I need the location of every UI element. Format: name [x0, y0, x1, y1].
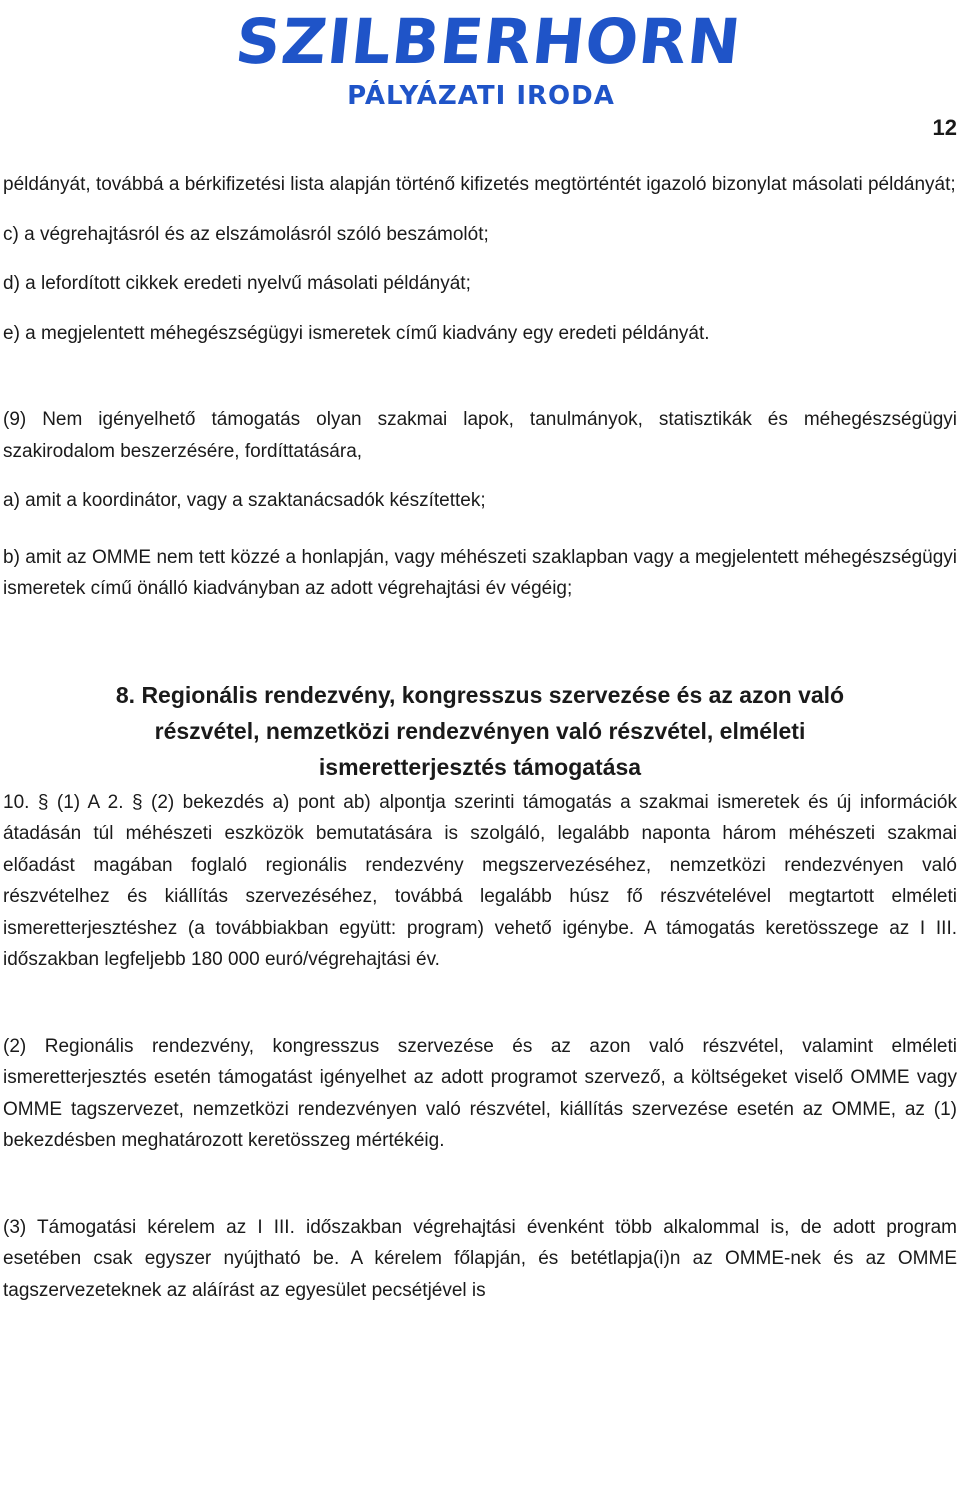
paragraph-10-2: (2) Regionális rendezvény, kongresszus szervezése és az azon való részvétel, valamint elméleti ismeretterjesztés esetén támogatást igényelhet az adott programot szervező, a költségeket viselő OMME vagy OMME tagszervezet, nemzetközi rendezvényen való részvétel, kiállítás szervezése esetén az OMME, az (1) bekezdésben meghatározott keretösszeg mértékéig. [3, 1035, 957, 1151]
list-item-a: a) amit a koordinátor, vagy a szaktanácsadók készítettek; [3, 490, 486, 511]
paragraph-continuation: példányát, továbbá a bérkifizetési lista alapján történő kifizetés megtörténtét igazoló bizonylat másolati példányát; [3, 174, 956, 195]
list-item-e: e) a megjelentett méhegészségügyi ismeretek című kiadvány egy eredeti példányát. [3, 322, 710, 344]
list-item-b: b) amit az OMME nem tett közzé a honlapján, vagy méhészeti szaklapban vagy a megjelentett méhegészségügyi ismeretek című önálló kiadványban az adott végrehajtási év végéig; [3, 546, 957, 599]
section-heading: 8. Regionális rendezvény, kongresszus szervezése és az azon való részvétel, nemzetközi rendezvényen való részvétel, elméleti ismeretterjesztés támogatása [115, 681, 845, 780]
list-item-c: c) a végrehajtásról és az elszámolásról szóló beszámolót; [3, 223, 489, 245]
paragraph-10-1: 10. § (1) A 2. § (2) bekezdés a) pont ab) alpontja szerinti támogatás a szakmai ismeretek és új információk átadásán túl méhészeti eszközök bemutatására is szolgáló, legalább naponta három méhészeti szakmai előadást magában foglaló regionális rendezvény megszervezéséhez, nemzetközi rendezvényen való részvételhez és kiállítás szervezéséhez, továbbá legalább húsz fő részvételével megtartott elméleti ismeretterjesztéshez (a továbbiakban együtt: program) vehető igénybe. A támogatás keretösszege az I III. időszakban legfeljebb 180 000 euró/végrehajtási év. [3, 791, 957, 970]
document-body [3, 169, 957, 1306]
paragraph-10-3: (3) Támogatási kérelem az I III. időszakban végrehajtási évenként több alkalommal is, de adott program esetében csak egyszer nyújtható be. A kérelem főlapján, és betétlapja(i)n az OMME-nek és az OMME tagszervezeteknek az aláírást az egyesület pecsétjével is [3, 1216, 957, 1301]
logo-subtitle: PÁLYÁZATI IRODA [347, 81, 615, 111]
page-number: 12 [932, 115, 957, 140]
paragraph-9: (9) Nem igényelhető támogatás olyan szakmai lapok, tanulmányok, statisztikák és méhegészségügyi szakirodalom beszerzésére, fordíttatására, [3, 409, 957, 462]
list-item-d: d) a lefordított cikkek eredeti nyelvű másolati példányát; [3, 273, 471, 294]
szilberhorn-logo [232, 5, 745, 114]
logo-name: SZILBERHORN [232, 5, 745, 78]
